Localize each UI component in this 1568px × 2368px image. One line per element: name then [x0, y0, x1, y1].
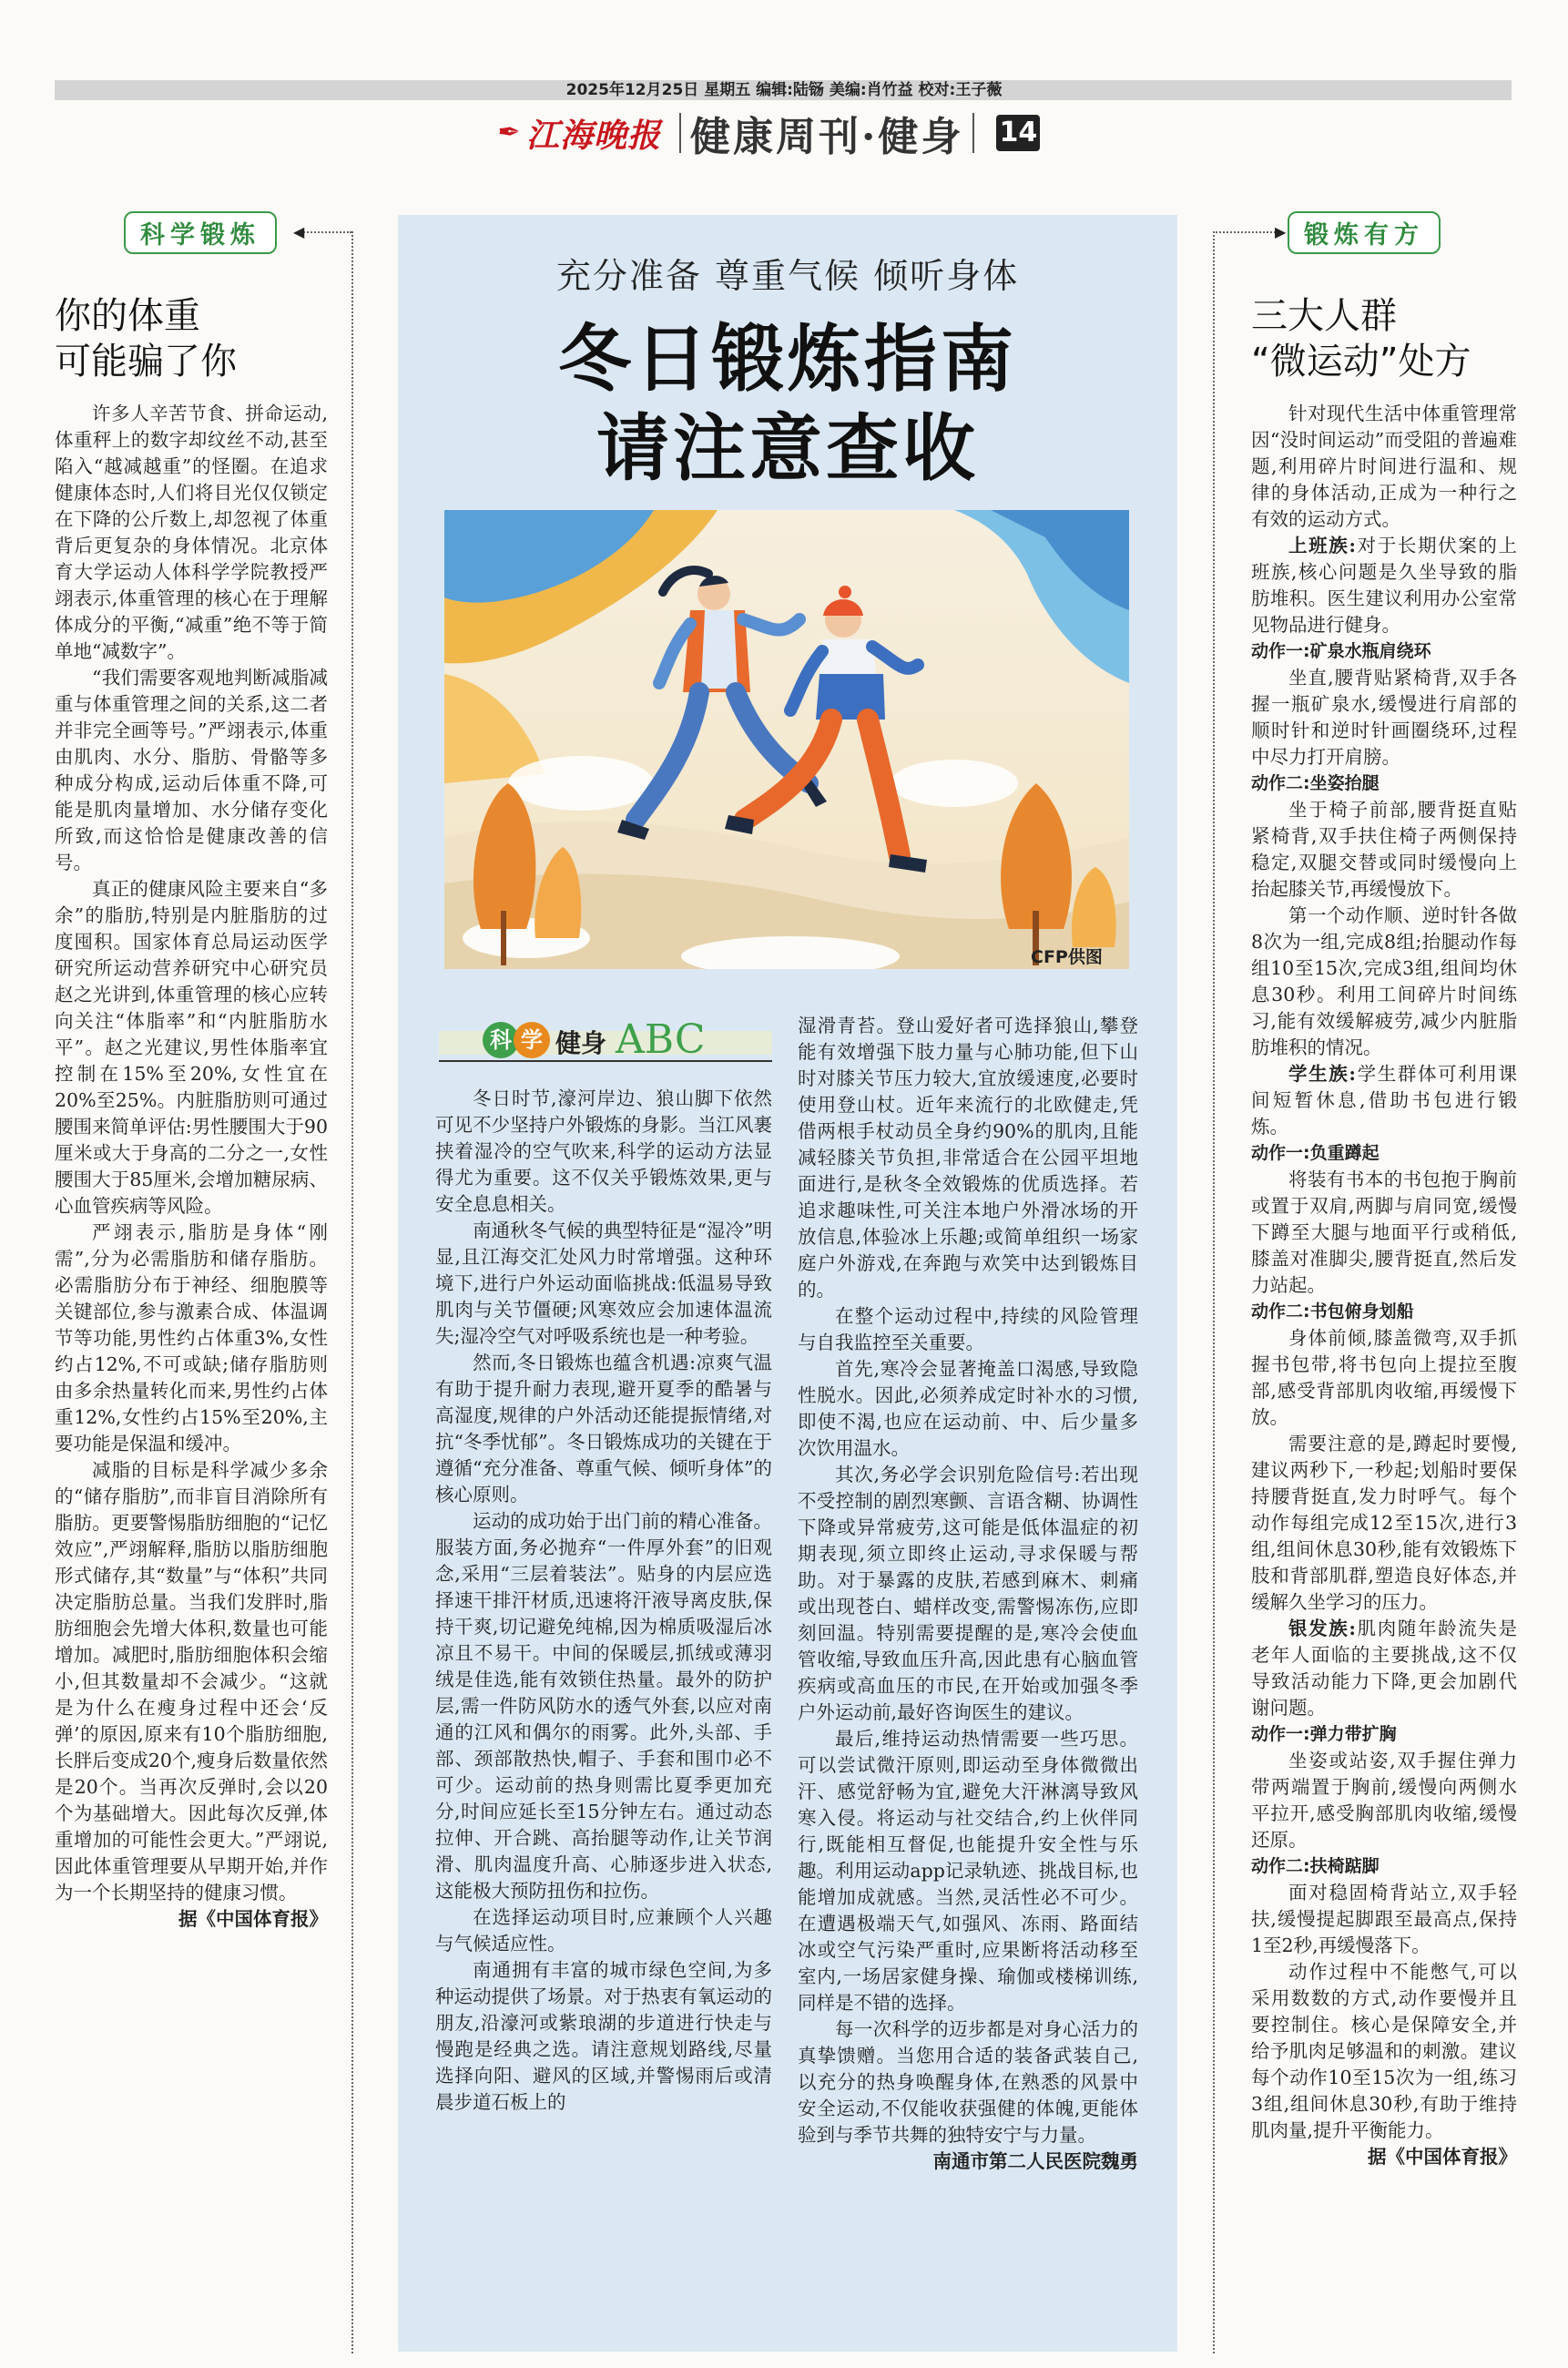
tag-leader-line	[300, 231, 351, 233]
paragraph: 在整个运动过程中,持续的风险管理与自我监控至关重要。	[798, 1305, 1138, 1353]
page-number: 14	[996, 115, 1040, 151]
group-text: 学生群体可利用课间短暂休息,借助书包进行锻炼。	[1251, 1063, 1518, 1138]
left-article-body	[55, 401, 328, 1933]
exercise-heading: 动作二:书包俯身划船	[1251, 1301, 1414, 1322]
paragraph: 许多人辛苦节食、拼命运动,体重秤上的数字却纹丝不动,甚至陷入“越减越重”的怪圈。在追求健康体态时,人们将目光仅仅锁定在下降的公斤数上,却忽视了体重背后更复杂的身体情况。北京体育大学运动人体科学学院教授严翊表示,体重管理的核心在于理解体成分的平衡,“减重”绝不等于简单地“减数字”。	[55, 403, 328, 662]
photo-credit: CFP供图	[1031, 947, 1103, 967]
paragraph: 最后,维持运动热情需要一些巧思。可以尝试微汗原则,即运动至身体微微出汗、感觉舒畅为宜,避免大汗淋漓导致风寒入侵。将运动与社交结合,约上伙伴同行,既能相互督促,也能提升安全性与乐趣。利用运动app记录轨迹、挑战目标,也能增加成就感。当然,灵活性必不可少。在遭遇极端天气,如强风、冻雨、路面结冰或空气污染严重时,应果断将活动移至室内,一场居家健身操、瑜伽或楼梯训练,同样是不错的选择。	[798, 1728, 1138, 2014]
group-paragraph	[1251, 1616, 1517, 1721]
paragraph: 针对现代生活中体重管理常因“没时间运动”而受阻的普遍难题,利用碎片时间进行温和、规律的身体活动,正成为一种行之有效的运动方式。	[1251, 403, 1517, 530]
winter-running-illustration	[444, 510, 1129, 969]
feature-kicker: 充分准备 尊重气候 倾听身体	[555, 256, 1020, 296]
left-headline-line1: 你的体重	[55, 295, 200, 337]
exercise-heading: 动作二:坐姿抬腿	[1251, 773, 1380, 793]
paragraph: 坐于椅子前部,腰背挺直贴紧椅背,双手扶住椅子两侧保持稳定,双腿交替或同时缓慢向上抬起膝关节,再缓慢放下。	[1251, 799, 1517, 900]
group-paragraph	[1251, 1061, 1517, 1140]
paragraph: “我们需要客观地判断减脂减重与体重管理之间的关系,这二者并非完全画等号。”严翊表示,体重由肌肉、水分、脂肪、骨骼等多种成分构成,运动后体重不降,可能是肌肉量增加、水分储存变化所致,而这恰恰是健康改善的信号。	[55, 667, 328, 873]
left-headline-line2: 可能骗了你	[55, 341, 237, 383]
paragraph: 南通拥有丰富的城市绿色空间,为多种运动提供了场景。对于热衷有氧运动的朋友,沿濠河或紫琅湖的步道进行快走与慢跑是经典之选。请注意规划路线,尽量选择向阳、避风的区域,并警惕雨后或清晨步道石板上的	[435, 1959, 772, 2113]
paragraph: 坐直,腰背贴紧椅背,双手各握一瓶矿泉水,缓慢进行肩部的顺时针和逆时针画圈绕环,过程中尽力打开肩膀。	[1251, 667, 1517, 768]
group-label: 银发族:	[1288, 1618, 1356, 1639]
label-text: 健身	[555, 1028, 607, 1058]
exercise-heading: 动作一:弹力带扩胸	[1251, 1724, 1397, 1744]
right-article-body	[1251, 401, 1517, 2170]
paragraph: 湿滑青苔。登山爱好者可选择狼山,攀登能有效增强下肢力量与心肺功能,但下山时对膝关节压力较大,宜放缓速度,必要时使用登山杖。近年来流行的北欧健走,凭借两根手杖动员全身约90%的肌肉,且能减轻膝关节负担,非常适合在公园平坦地面进行,是秋冬全效锻炼的优质选择。若追求趣味性,可关注本地户外滑冰场的开放信息,体验冰上乐趣;或简单组织一场家庭户外游戏,在奔跑与欢笑中达到锻炼目的。	[798, 1015, 1138, 1301]
exercise-heading: 动作一:矿泉水瓶肩绕环	[1251, 641, 1431, 661]
paragraph: 真正的健康风险主要来自“多余”的脂肪,特别是内脏脂肪的过度囤积。国家体育总局运动医学研究所运动营养研究中心研究员赵之光讲到,体重管理的核心应转向关注“体脂率”和“内脏脂肪水平”。赵之光建议,男性体脂率宜控制在15%至20%,女性宜在20%至25%。内脏脂肪则可通过腰围来简单评估:男性腰围大于90厘米或大于身高的二分之一,女性腰围大于85厘米,会增加糖尿病、心血管疾病等风险。	[55, 878, 328, 1217]
right-column-divider	[1213, 231, 1215, 2353]
masthead-separator	[972, 113, 974, 153]
group-paragraph	[1251, 533, 1517, 638]
newspaper-logo-text: 江海晚报	[526, 116, 662, 155]
paragraph: 将装有书本的书包抱于胸前或置于双肩,两脚与肩同宽,缓慢下蹲至大腿与地面平行或稍低,膝盖对准脚尖,腰背挺直,然后发力站起。	[1251, 1169, 1517, 1296]
paragraph: 严翊表示,脂肪是身体“刚需”,分为必需脂肪和储存脂肪。必需脂肪分布于神经、细胞膜等关键部位,参与激素合成、体温调节等功能,男性约占体重3%,女性约占12%,不可或缺;储存脂肪则由多余热量转化而来,男性约占体重12%,女性约占15%至20%,主要功能是保温和缓冲。	[55, 1221, 328, 1454]
paragraph: 减脂的目标是科学减少多余的“储存脂肪”,而非盲目消除所有脂肪。更要警惕脂肪细胞的“记忆效应”,严翊解释,脂肪以脂肪细胞形式储存,其“数量”与“体积”共同决定脂肪总量。当我们发胖时,脂肪细胞会先增大体积,数量也可能增加。减肥时,脂肪细胞体积会缩小,但其数量却不会减少。“这就是为什么在瘦身过程中还会‘反弹’的原因,原来有10个脂肪细胞,长胖后变成20个,瘦身后数量依然是20个。当再次反弹时,会以20个为基础增大。因此每次反弹,体重增加的可能性会更大。”严翊说,因此体重管理要从早期开始,并作为一个长期坚持的健康习惯。	[55, 1459, 328, 1904]
paragraph: 每一次科学的迈步都是对身心活力的真挚馈赠。当您用合适的装备武装自己,以充分的热身唤醒身体,在熟悉的风景中安全运动,不仅能收获强健的体魄,更能体验到与季节共舞的独特安宁与力量。	[798, 2018, 1138, 2146]
right-headline-line1: 三大人群	[1251, 295, 1397, 337]
paragraph: 坐姿或站姿,双手握住弹力带两端置于胸前,缓慢向两侧水平拉开,感受胸部肌肉收缩,缓慢还原。	[1251, 1750, 1517, 1851]
section-title: 健康周刊·健身	[690, 114, 964, 160]
paragraph: 然而,冬日锻炼也蕴含机遇:凉爽气温有助于提升耐力表现,避开夏季的酷暑与高湿度,规律的户外活动还能提振情绪,对抗“冬季忧郁”。冬日锻炼成功的关键在于遵循“充分准备、尊重气候、倾听身体”的核心原则。	[435, 1352, 772, 1506]
right-column-tag: 锻炼有方	[1288, 211, 1441, 254]
exercise-heading: 动作二:扶椅踮脚	[1251, 1856, 1380, 1876]
center-article-col1	[435, 1086, 772, 2116]
masthead	[492, 107, 1040, 158]
section-label-abc	[439, 1018, 772, 1064]
paragraph: 南通秋冬气候的典型特征是“湿冷”明显,且江海交汇处风力时常增强。这种环境下,进行户外运动面临挑战:低温易导致肌肉与关节僵硬;风寒效应会加速体温流失;湿冷空气对呼吸系统也是一种考验。	[435, 1220, 772, 1347]
newspaper-logo-icon: ✒	[497, 117, 521, 148]
group-text: 对于长期伏案的上班族,核心问题是久坐导致的脂肪堆积。医生建议利用办公室常见物品进行健身。	[1251, 535, 1518, 636]
feature-title-line1: 冬日锻炼指南	[558, 317, 1017, 402]
group-label: 上班族:	[1288, 535, 1356, 556]
group-label: 学生族:	[1288, 1063, 1356, 1085]
paragraph: 在选择运动项目时,应兼顾个人兴趣与气候适应性。	[435, 1906, 772, 1955]
article-source: 南通市第二人民医院魏勇	[932, 2150, 1138, 2172]
article-source: 据《中国体育报》	[1368, 2146, 1517, 2168]
paragraph: 第一个动作顺、逆时针各做8次为一组,完成8组;抬腿动作每组10至15次,完成3组,组间均休息30秒。利用工间碎片时间练习,能有效缓解疲劳,减少内脏脂肪堆积的情况。	[1251, 904, 1517, 1058]
exercise-heading: 动作一:负重蹲起	[1251, 1143, 1380, 1163]
arrow-left-icon: ◀	[293, 223, 305, 240]
paragraph: 首先,寒冷会显著掩盖口渴感,导致隐性脱水。因此,必须养成定时补水的习惯,即使不渴,也应在运动前、中、后少量多次饮用温水。	[798, 1358, 1138, 1459]
paragraph: 需要注意的是,蹲起时要慢,建议两秒下,一秒起;划船时要保持腰背挺直,发力时呼气。每个动作每组完成12至15次,进行3组,组间休息30秒,能有效锻炼下肢和背部肌群,塑造良好体态,并缓解久坐学习的压力。	[1251, 1433, 1517, 1613]
dateline: 2025年12月25日 星期五 编辑:陆铴 美编:肖竹益 校对:王子薇	[565, 81, 1003, 99]
label-underline	[439, 1060, 772, 1062]
article-source: 据《中国体育报》	[178, 1908, 328, 1930]
paragraph: 身体前倾,膝盖微弯,双手抓握书包带,将书包向上提拉至腹部,感受背部肌肉收缩,再缓慢下放。	[1251, 1327, 1517, 1428]
right-headline-line2: “微运动”处方	[1251, 341, 1471, 383]
label-char-badge: 学	[514, 1022, 550, 1058]
tag-leader-line	[1213, 231, 1282, 233]
left-column-tag: 科学锻炼	[124, 211, 277, 254]
feature-title-line2: 请注意查收	[596, 406, 979, 491]
center-article-col2	[798, 1013, 1138, 2175]
paragraph: 冬日时节,濠河岸边、狼山脚下依然可见不少坚持户外锻炼的身影。当江风裹挟着湿冷的空气吹来,科学的运动方法显得尤为重要。这不仅关乎锻炼效果,更与安全息息相关。	[435, 1087, 772, 1215]
paragraph: 动作过程中不能憋气,可以采用数数的方式,动作要慢并且要控制住。核心是保障安全,并给予肌肉足够温和的刺激。建议每个动作10至15次为一组,练习3组,组间休息30秒,有助于维持肌肉量,提升平衡能力。	[1251, 1961, 1517, 2141]
label-char-badge: 科	[483, 1022, 519, 1058]
masthead-separator	[679, 113, 681, 153]
arrow-right-icon: ▶	[1275, 223, 1287, 240]
paragraph: 其次,务必学会识别危险信号:若出现不受控制的剧烈寒颤、言语含糊、协调性下降或异常疲劳,这可能是低体温症的初期表现,须立即终止运动,寻求保暖与帮助。对于暴露的皮肤,若感到麻木、刺痛或出现苍白、蜡样改变,需警惕冻伤,应即刻回温。特别需要提醒的是,寒冷会使血管收缩,导致血压升高,因此患有心脑血管疾病或高血压的市民,在开始或加强冬季户外运动前,最好咨询医生的建议。	[798, 1464, 1138, 1723]
paragraph: 面对稳固椅背站立,双手轻扶,缓慢提起脚跟至最高点,保持1至2秒,再缓慢落下。	[1251, 1882, 1517, 1956]
paragraph: 运动的成功始于出门前的精心准备。服装方面,务必抛弃“一件厚外套”的旧观念,采用“三层着装法”。贴身的内层应选择速干排汗材质,迅速将汗液导离皮肤,保持干爽,切记避免纯棉,因为棉质吸湿后冰凉且不易干。中间的保暖层,抓绒或薄羽绒是佳选,能有效锁住热量。最外的防护层,需一件防风防水的透气外套,以应对南通的江风和偶尔的雨雾。此外,头部、手部、颈部散热快,帽子、手套和围巾必不可少。运动前的热身则需比夏季更加充分,时间应延长至15分钟左右。通过动态拉伸、开合跳、高抬腿等动作,让关节润滑、肌肉温度升高、心肺逐步进入状态,这能极大预防扭伤和拉伤。	[435, 1510, 772, 1902]
group-text: 肌肉随年龄流失是老年人面临的主要挑战,这不仅导致活动能力下降,更会加剧代谢问题。	[1251, 1618, 1518, 1719]
left-column-divider	[351, 231, 353, 2353]
label-abc: ABC	[616, 1016, 706, 1063]
